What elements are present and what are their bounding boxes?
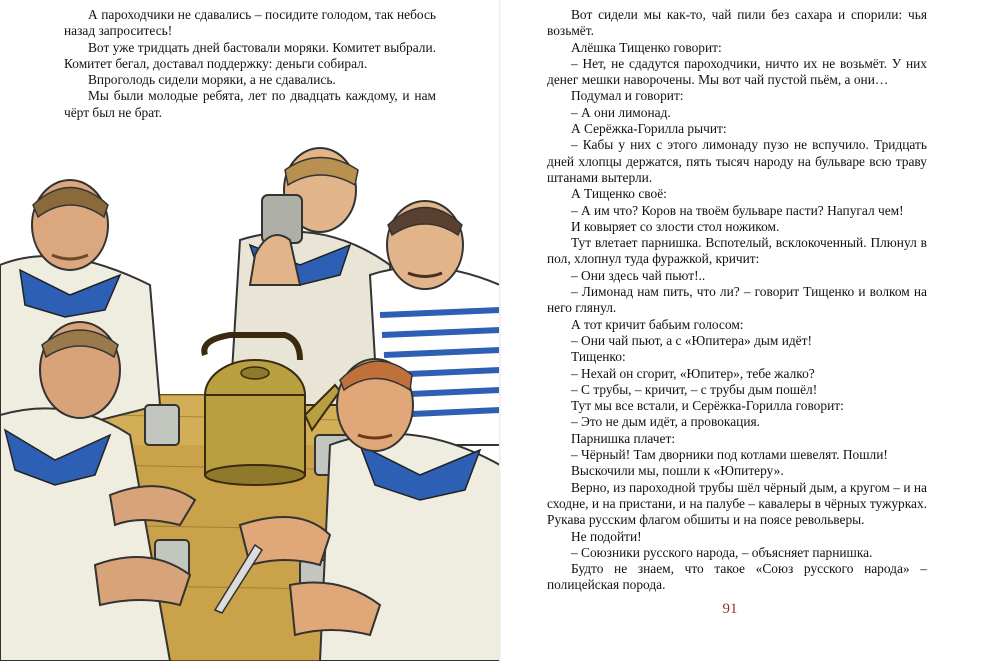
paragraph: Алёшка Тищенко говорит: [571,39,722,55]
paragraph: – Нехай он сгорит, «Юпитер», тебе жалко? [571,365,815,381]
paragraph: А Тищенко своё: [571,186,667,202]
paragraph: Не подойти! [571,528,642,544]
paragraph: Выскочили мы, пошли к «Юпитеру». [571,463,784,479]
paragraph: Вот уже тридцать дней бастовали моряки. Комитет выбрали. Комитет бегал, доставал поддержку: деньги собирал. [64,39,436,71]
paragraph: – Союзники русского народа, – объясняет парнишка. [571,544,873,560]
paragraph: И ковыряет со злости стол ножиком. [571,218,780,234]
page-number: 91 [722,601,738,617]
paragraph: – С трубы, – кричит, – с трубы дым пошёл! [571,381,818,397]
paragraph: Тут влетает парнишка. Вспотелый, всклокоченный. Плюнул в пол, хлопнул туда фуражкой, кричит: [547,235,927,267]
paragraph: – А они лимонад. [571,104,671,120]
paragraph: Вот сидели мы как-то, чай пили без сахара и спорили: чья возьмёт. [547,7,927,39]
paragraph: А Серёжка-Горилла рычит: [571,121,727,137]
paragraph: – Чёрный! Там дворники под котлами шевелят. Пошли! [571,447,888,463]
paragraph: – Это не дым идёт, а провокация. [571,414,761,430]
paragraph: – Кабы у них с этого лимонаду пузо не вспучило. Тридцать дней хлопцы держатся, пять тысяч народу на бульваре всю траву штанами вытерли. [547,137,927,185]
right-page-text [547,7,927,594]
paragraph: Будто не знаем, что такое «Союз русского народа» – полицейская порода. [547,561,927,593]
paragraph: Тут мы все встали, и Серёжка-Горилла говорит: [571,398,844,414]
paragraph: – Они здесь чай пьют!.. [571,267,706,283]
paragraph: А тот кричит бабьим голосом: [571,316,744,332]
paragraph: Подумал и говорит: [571,88,684,104]
paragraph: Верно, из пароходной трубы шёл чёрный дым, а кругом – и на сходне, и на пристани, и на палубе – кавалеры в чёрных тужурках. Рукава русским флагом обшиты и на поясе револьверы. [547,479,927,528]
paragraph: – Они чай пьют, а с «Юпитера» дым идёт! [571,332,812,348]
paragraph: – А им что? Коров на твоём бульваре пасти? Напугал чем! [571,202,904,218]
paragraph: Парнишка плачет: [571,430,676,446]
paragraph: А пароходчики не сдавались – посидите голодом, так небось назад запроситесь! [64,7,436,39]
paragraph: Мы были молодые ребята, лет по двадцать каждому, и нам чёрт был не брат. [64,88,436,120]
paragraph: Тищенко: [571,349,626,365]
sailors-tea-illustration [0,145,500,661]
paragraph: – Нет, не сдадутся пароходчики, ничто их не возьмёт. У них денег мешки наворочены. Мы вот чай пустой пьём, а они… [547,55,927,88]
paragraph: Впроголодь сидели моряки, а не сдавались. [88,72,336,88]
left-page-text [64,7,436,121]
paragraph: – Лимонад нам пить, что ли? – говорит Тищенко и волком на него глянул. [547,284,927,316]
